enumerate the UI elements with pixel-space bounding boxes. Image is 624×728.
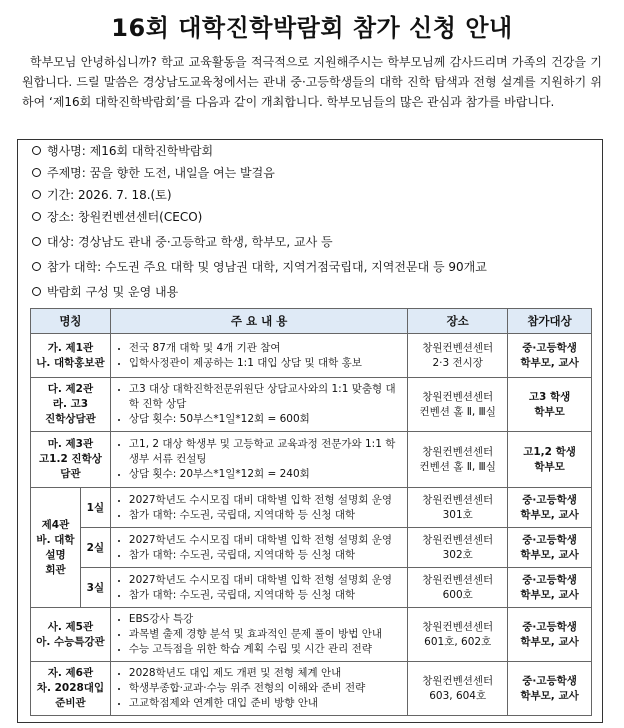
header-name: 명칭	[31, 309, 111, 334]
header-location: 장소	[408, 309, 508, 334]
hall-name: 가. 제1관 나. 대학홍보관	[31, 334, 111, 378]
hall-target: 고3 학생 학부모	[508, 378, 592, 432]
room-label: 2실	[80, 528, 110, 568]
hall-location: 창원컨벤션센터 601호, 602호	[408, 608, 508, 662]
room-content: • 2027학년도 수시모집 대비 대학별 입학 전형 설명회 운영 • 참가 대학: 수도권, 국립대, 지역대학 등 신청 대학	[110, 568, 407, 608]
table-row	[31, 334, 592, 378]
program-table	[30, 308, 592, 716]
room-label: 1실	[80, 488, 110, 528]
table-row	[31, 432, 592, 488]
room-target: 중·고등학생 학부모, 교사	[508, 528, 592, 568]
hall-location: 창원컨벤션센터 컨벤션 홀 Ⅱ, Ⅲ실	[408, 432, 508, 488]
circle-bullet-icon	[32, 287, 41, 296]
hall-target: 중·고등학생 학부모, 교사	[508, 608, 592, 662]
hall-content: • 고3 대상 대학진학전문위원단 상담교사와의 1:1 맞춤형 대학 진학 상담 • 상담 횟수: 50부스*1일*12회 = 600회	[110, 378, 407, 432]
info-item: 장소: 창원컨벤션센터(CECO)	[32, 208, 202, 225]
circle-bullet-icon	[32, 146, 41, 155]
hall-content: • 2028학년도 대입 제도 개편 및 전형 체계 안내 • 학생부종합·교과·수능 위주 전형의 이해와 준비 전략 • 고교학점제와 연계한 대입 준비 방향 안내	[110, 662, 407, 716]
intro-paragraph: 학부모님 안녕하십니까? 학교 교육활동을 적극적으로 지원해주시는 학부모님께 감사드리며 가족의 건강을 기원합니다. 드릴 말씀은 경상남도교육청에서는 관내 중·고등학생들의 대학 진학 탐색과 전형 설계를 지원하기 위하여 ‘제16회 대학진학박람회’를 다음과 같이 개최합니다. 학부모님들의 많은 관심과 참가를 바랍니다.	[22, 55, 602, 109]
hall-name: 사. 제5관 아. 수능특강관	[31, 608, 111, 662]
hall-target: 중·고등학생 학부모, 교사	[508, 662, 592, 716]
info-item: 주제명: 꿈을 향한 도전, 내일을 여는 발걸음	[32, 164, 275, 181]
circle-bullet-icon	[32, 168, 41, 177]
room-location: 창원컨벤션센터 600호	[408, 568, 508, 608]
info-box	[17, 139, 603, 723]
header-content: 주 요 내 용	[110, 309, 407, 334]
table-row	[31, 662, 592, 716]
info-item: 박람회 구성 및 운영 내용	[32, 283, 178, 300]
hall-target: 고1,2 학생 학부모	[508, 432, 592, 488]
hall-name: 다. 제2관 라. 고3 진학상담관	[31, 378, 111, 432]
hall-content: • EBS강사 특강 • 과목별 출제 경향 분석 및 효과적인 문제 풀이 방법 안내 • 수능 고득점을 위한 학습 계획 수립 및 시간 관리 전략	[110, 608, 407, 662]
info-item: 대상: 경상남도 관내 중·고등학교 학생, 학부모, 교사 등	[32, 233, 333, 250]
circle-bullet-icon	[32, 237, 41, 246]
circle-bullet-icon	[32, 212, 41, 221]
hall-content: • 전국 87개 대학 및 4개 기관 참여 • 입학사정관이 제공하는 1:1 대입 상담 및 대학 홍보	[110, 334, 407, 378]
room-label: 3실	[80, 568, 110, 608]
hall-location: 창원컨벤션센터 2·3 전시장	[408, 334, 508, 378]
table-row	[31, 378, 592, 432]
table-row	[31, 608, 592, 662]
info-item: 참가 대학: 수도권 주요 대학 및 영남권 대학, 지역거점국립대, 지역전문대 등 90개교	[32, 258, 487, 275]
table-row	[31, 528, 592, 568]
hall-name: 자. 제6관 차. 2028대입준비관	[31, 662, 111, 716]
header-target: 참가대상	[508, 309, 592, 334]
hall-location: 창원컨벤션센터 603, 604호	[408, 662, 508, 716]
room-content: • 2027학년도 수시모집 대비 대학별 입학 전형 설명회 운영 • 참가 대학: 수도권, 국립대, 지역대학 등 신청 대학	[110, 488, 407, 528]
hall-target: 중·고등학생 학부모, 교사	[508, 334, 592, 378]
circle-bullet-icon	[32, 190, 41, 199]
hall-name: 마. 제3관 고1.2 진학상담관	[31, 432, 111, 488]
table-header-row	[31, 309, 592, 334]
room-content: • 2027학년도 수시모집 대비 대학별 입학 전형 설명회 운영 • 참가 대학: 수도권, 국립대, 지역대학 등 신청 대학	[110, 528, 407, 568]
room-target: 중·고등학생 학부모, 교사	[508, 488, 592, 528]
table-row	[31, 488, 592, 528]
info-item: 기간: 2026. 7. 18.(토)	[32, 186, 172, 203]
room-location: 창원컨벤션센터 301호	[408, 488, 508, 528]
page-title: 16회 대학진학박람회 참가 신청 안내	[111, 14, 513, 42]
room-location: 창원컨벤션센터 302호	[408, 528, 508, 568]
room-target: 중·고등학생 학부모, 교사	[508, 568, 592, 608]
hall4-name: 제4관 바. 대학 설명 회관	[31, 488, 81, 608]
info-item: 행사명: 제16회 대학진학박람회	[32, 142, 213, 159]
circle-bullet-icon	[32, 262, 41, 271]
table-row	[31, 568, 592, 608]
hall-content: • 고1, 2 대상 학생부 및 고등학교 교육과정 전문가와 1:1 학생부 서류 컨설팅 • 상담 횟수: 20부스*1일*12회 = 240회	[110, 432, 407, 488]
hall-location: 창원컨벤션센터 컨벤션 홀 Ⅱ, Ⅲ실	[408, 378, 508, 432]
